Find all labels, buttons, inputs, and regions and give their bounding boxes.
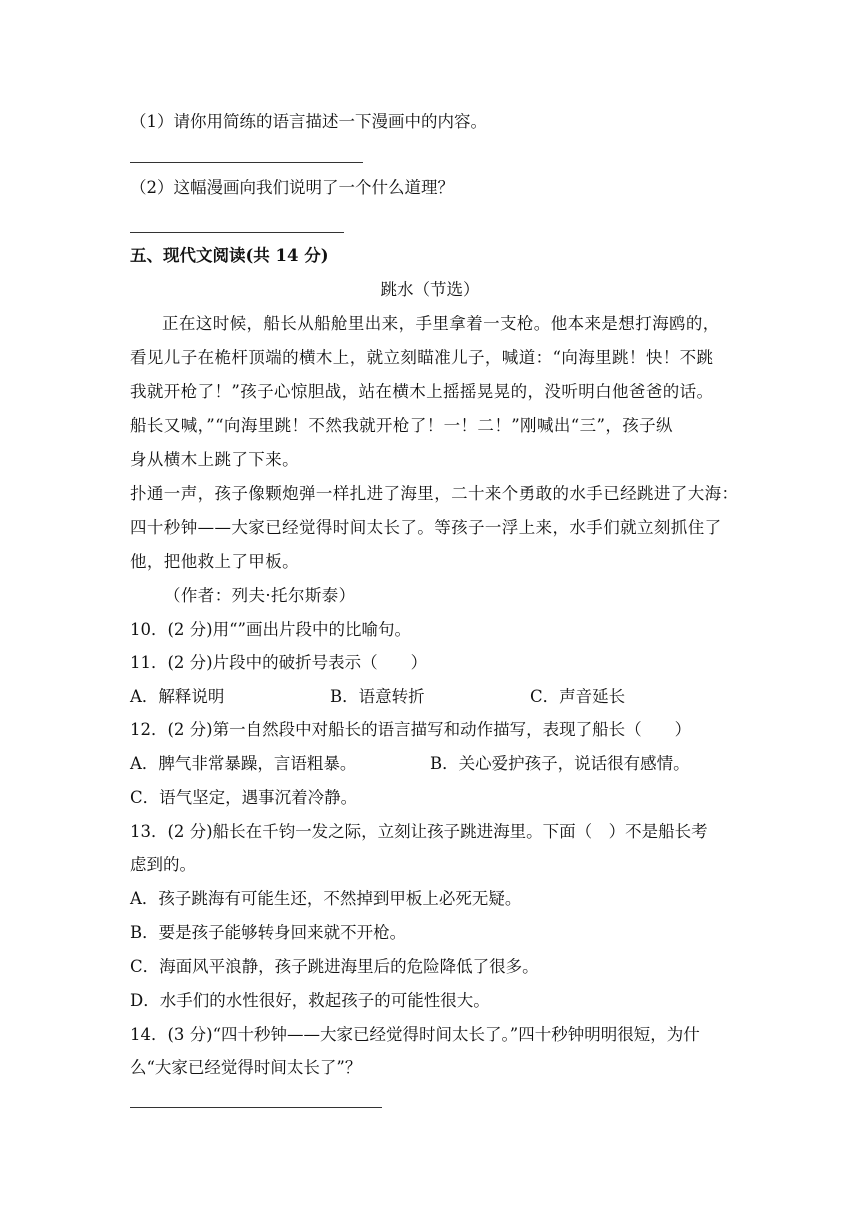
option-b[interactable]: B．关心爱护孩子，说话很有感情。 — [430, 754, 690, 773]
option-c[interactable]: C．语气坚定，遇事沉着冷静。 — [130, 788, 358, 807]
passage-title: 跳水（节选） — [380, 280, 480, 299]
option-d[interactable]: D．水手们的水性很好，救起孩子的可能性很大。 — [130, 991, 490, 1010]
option-c[interactable]: C．声音延长 — [530, 687, 626, 706]
option-b[interactable]: B．语意转折 — [330, 687, 425, 706]
passage-author: （作者：列夫·托尔斯泰） — [164, 586, 356, 605]
option-a[interactable]: A．解释说明 — [130, 687, 225, 706]
passage-line: 扑通一声，孩子像颗炮弹一样扎进了海里，二十来个勇敢的水手已经跳进了大海： — [130, 484, 739, 503]
option-a[interactable]: A．脾气非常暴躁，言语粗暴。 — [130, 754, 357, 773]
passage-line: 身从横木上跳了下来。 — [130, 450, 299, 469]
passage-line: 看见儿子在桅杆顶端的横木上，就立刻瞄准儿子，喊道：“向海里跳！快！不跳 — [130, 348, 714, 367]
question-11: 11．(2 分)片段中的破折号表示（ ） — [130, 653, 428, 672]
passage-line: 我就开枪了！”孩子心惊胆战，站在横木上摇摇晃晃的，没听明白他爸爸的话。 — [130, 382, 714, 401]
passage-line: 他，把他救上了甲板。 — [130, 552, 299, 571]
question-12: 12．(2 分)第一自然段中对船长的语言描写和动作描写，表现了船长（ ） — [130, 720, 692, 739]
option-c[interactable]: C．海面风平浪静，孩子跳进海里后的危险降低了很多。 — [130, 957, 539, 976]
option-a[interactable]: A．孩子跳海有可能生还，不然掉到甲板上必死无疑。 — [130, 889, 522, 908]
question-4-sub2: （2）这幅漫画向我们说明了一个什么道理？ — [130, 178, 454, 197]
question-4-sub1: （1）请你用简练的语言描述一下漫画中的内容。 — [130, 112, 487, 131]
answer-line[interactable] — [130, 232, 344, 233]
answer-line[interactable] — [130, 1107, 382, 1108]
question-10: 10．(2 分)用“”画出片段中的比喻句。 — [130, 620, 411, 639]
question-13: 13．(2 分)船长在千钧一发之际，立刻让孩子跳进海里。下面（ ）不是船长考 — [130, 822, 708, 841]
answer-line[interactable] — [130, 162, 363, 163]
question-14: 14．(3 分)“四十秒钟——大家已经觉得时间太长了。”四十秒钟明明很短，为什 — [130, 1025, 700, 1044]
section-heading: 五、现代文阅读(共 14 分) — [130, 246, 329, 265]
question-13-continued: 虑到的。 — [130, 855, 196, 874]
passage-line: 船长又喊，”“向海里跳！不然我就开枪了！一！二！”刚喊出“三”，孩子纵 — [130, 416, 673, 435]
question-14-continued: 么“大家已经觉得时间太长了”？ — [130, 1058, 362, 1077]
passage-line: 四十秒钟——大家已经觉得时间太长了。等孩子一浮上来，水手们就立刻抓住了 — [130, 518, 722, 537]
option-b[interactable]: B．要是孩子能够转身回来就不开枪。 — [130, 923, 407, 942]
passage-line: 正在这时候，船长从船舱里出来，手里拿着一支枪。他本来是想打海鸥的， — [162, 314, 720, 333]
